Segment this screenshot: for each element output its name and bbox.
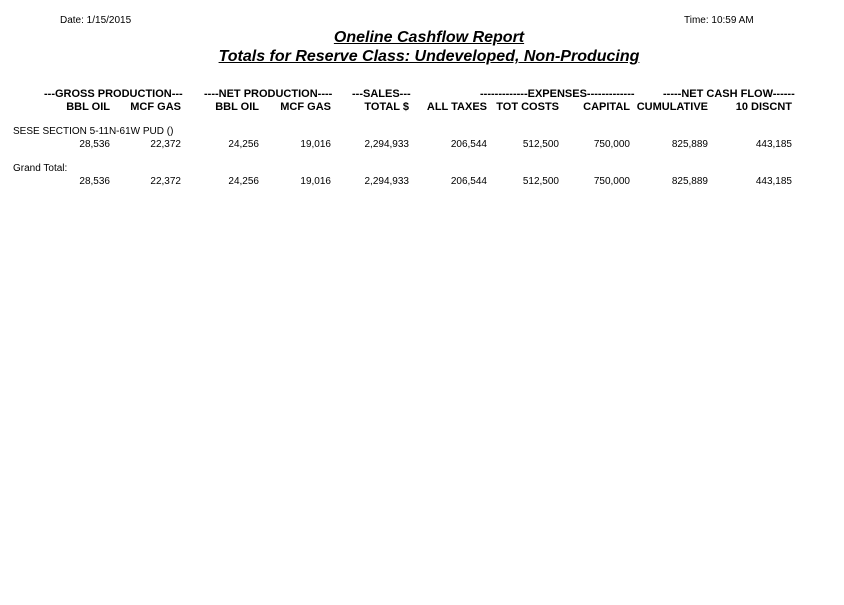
group-sales: ---SALES---: [352, 88, 411, 100]
report-subtitle: Totals for Reserve Class: Undeveloped, Non-Producing: [218, 48, 640, 65]
group-expenses: -------------EXPENSES-------------: [480, 88, 635, 100]
total-gross-gas: 22,372: [150, 176, 181, 187]
total-gross-oil: 28,536: [79, 176, 110, 187]
row-label: SESE SECTION 5-11N-61W PUD (): [13, 126, 174, 137]
col-sales-total: TOTAL $: [364, 101, 409, 113]
col-all-taxes: ALL TAXES: [426, 101, 487, 113]
row-tot-costs: 512,500: [522, 139, 559, 150]
row-discnt: 443,185: [755, 139, 792, 150]
row-sales-total: 2,294,933: [364, 139, 409, 150]
total-cumulative: 825,889: [671, 176, 708, 187]
total-tot-costs: 512,500: [522, 176, 559, 187]
row-all-taxes: 206,544: [450, 139, 487, 150]
col-10-discnt: 10 DISCNT: [735, 101, 792, 113]
row-gross-gas: 22,372: [150, 139, 181, 150]
col-tot-costs: TOT COSTS: [496, 101, 559, 113]
row-gross-oil: 28,536: [79, 139, 110, 150]
col-gross-bbl-oil: BBL OIL: [66, 101, 110, 113]
row-net-oil: 24,256: [228, 139, 259, 150]
row-capital: 750,000: [593, 139, 630, 150]
total-all-taxes: 206,544: [450, 176, 487, 187]
col-capital: CAPITAL: [583, 101, 630, 113]
group-net-production: ----NET PRODUCTION----: [204, 88, 333, 100]
total-discnt: 443,185: [755, 176, 792, 187]
col-net-mcf-gas: MCF GAS: [280, 101, 331, 113]
report-title: Oneline Cashflow Report: [333, 29, 525, 46]
group-net-cash-flow: -----NET CASH FLOW------: [663, 88, 795, 100]
report-time: Time: 10:59 AM: [684, 15, 754, 26]
report-date: Date: 1/15/2015: [60, 15, 132, 26]
col-cumulative: CUMULATIVE: [636, 101, 708, 113]
total-sales-total: 2,294,933: [364, 176, 409, 187]
total-capital: 750,000: [593, 176, 630, 187]
grand-total-label: Grand Total:: [13, 163, 68, 174]
total-net-oil: 24,256: [228, 176, 259, 187]
col-gross-mcf-gas: MCF GAS: [130, 101, 181, 113]
total-net-gas: 19,016: [300, 176, 331, 187]
row-net-gas: 19,016: [300, 139, 331, 150]
group-gross-production: ---GROSS PRODUCTION---: [44, 88, 183, 100]
row-cumulative: 825,889: [671, 139, 708, 150]
col-net-bbl-oil: BBL OIL: [215, 101, 259, 113]
